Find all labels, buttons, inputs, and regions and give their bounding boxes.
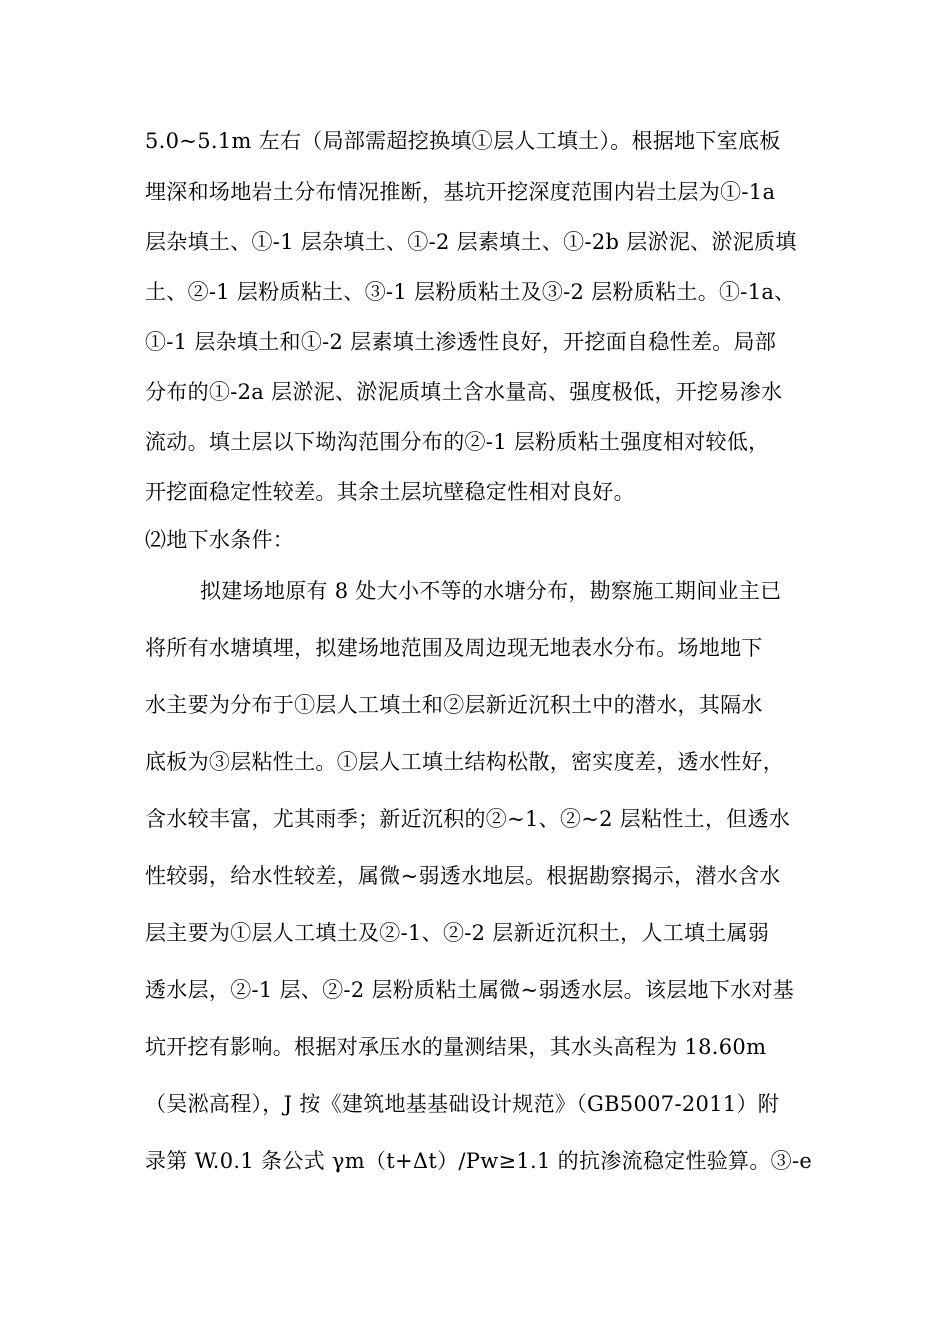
paragraph-1-line-4: 土、②-1 层粉质粘土、③-1 层粉质粘土及③-2 层粉质粘土。①-1a、 [145,280,796,304]
paragraph-1-line-3: 层杂填土、①-1 层杂填土、①-2 层素填土、①-2b 层淤泥、淤泥质填 [145,230,797,254]
paragraph-1-line-5: ①-1 层杂填土和①-2 层素填土渗透性良好，开挖面自稳性差。局部 [145,330,777,354]
paragraph-2-line-1: 拟建场地原有 8 处大小不等的水塘分布，勘察施工期间业主已 [200,579,782,603]
paragraph-2-line-10: （吴淞高程），J 按《建筑地基基础设计规范》（GB5007-2011）附 [145,1092,780,1116]
paragraph-2-line-11: 录第 W.0.1 条公式 γm（t+Δt）/Pw≥1.1 的抗渗流稳定性验算。③-e [145,1149,813,1173]
paragraph-2-line-7: 层主要为①层人工填土及②-1、②-2 层新近沉积土，人工填土属弱 [145,921,770,945]
paragraph-1-line-8: 开挖面稳定性较差。其余土层坑壁稳定性相对良好。 [145,480,635,504]
section-heading-groundwater: ⑵地下水条件： [145,528,295,552]
paragraph-2-line-4: 底板为③层粘性土。①层人工填土结构松散，密实度差，透水性好， [145,750,784,774]
paragraph-1-line-7: 流动。填土层以下坳沟范围分布的②-1 层粉质粘土强度相对较低， [145,430,770,454]
paragraph-2-line-5: 含水较丰富，尤其雨季；新近沉积的②~1、②~2 层粘性土，但透水 [145,807,791,831]
paragraph-2-line-3: 水主要为分布于①层人工填土和②层新近沉积土中的潜水，其隔水 [145,693,763,717]
paragraph-1-line-6: 分布的①-2a 层淤泥、淤泥质填土含水量高、强度极低，开挖易渗水 [145,380,783,404]
paragraph-2-line-2: 将所有水塘填埋，拟建场地范围及周边现无地表水分布。场地地下 [145,636,763,660]
paragraph-2-line-6: 性较弱，给水性较差，属微~弱透水地层。根据勘察揭示，潜水含水 [145,864,781,888]
paragraph-1-line-2: 埋深和场地岩土分布情况推断，基坑开挖深度范围内岩土层为①-1a [145,180,776,204]
paragraph-2-line-9: 坑开挖有影响。根据对承压水的量测结果，其水头高程为 18.60m [145,1035,767,1059]
paragraph-2-line-8: 透水层，②-1 层、②-2 层粉质粘土属微~弱透水层。该层地下水对基 [145,978,795,1002]
paragraph-1-line-1: 5.0~5.1m 左右（局部需超挖换填①层人工填土）。根据地下室底板 [145,129,781,153]
